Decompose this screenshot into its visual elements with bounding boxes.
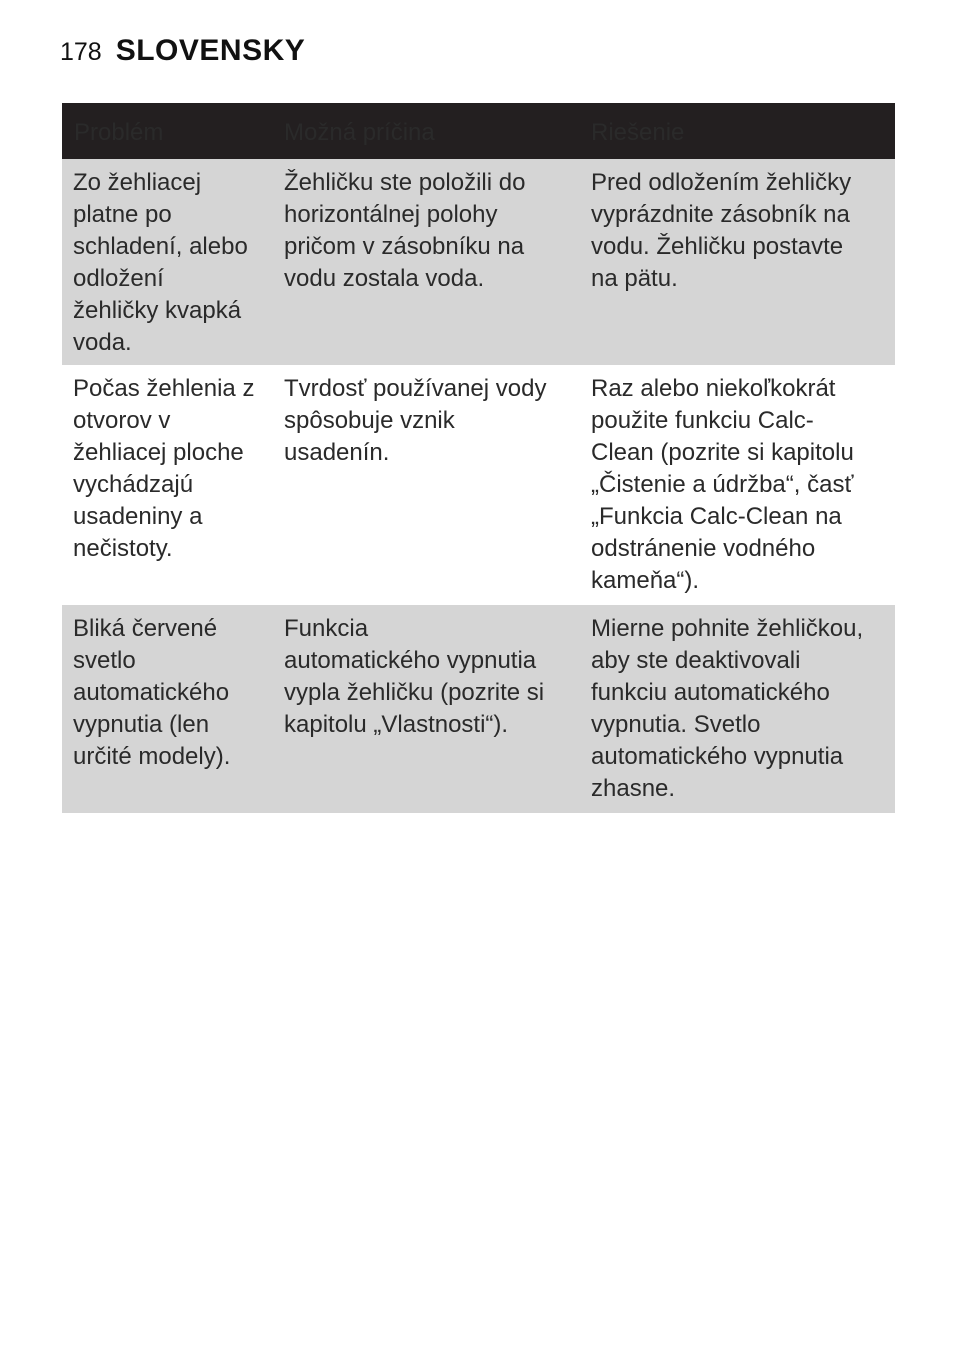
- solution-cell: Raz alebo niekoľkokrát použite funkciu Calc- Clean (pozrite si kapitolu „Čistenie a údržba“, časť „Funkcia Calc-Clean na odstránenie vodného kameňa“).: [591, 375, 854, 594]
- cause-cell: Žehličku ste položili do horizontálnej polohy pričom v zásobníku na vodu zostala voda.: [284, 169, 526, 292]
- problem-cell: Bliká červené svetlo automatického vypnutia (len určité modely).: [73, 615, 231, 770]
- cause-cell: Funkcia automatického vypnutia vypla žehličku (pozrite si kapitolu „Vlastnosti“).: [284, 615, 545, 738]
- solution-cell: Mierne pohnite žehličkou, aby ste deaktivovali funkciu automatického vypnutia. Svetlo automatického vypnutia zhasne.: [591, 615, 864, 802]
- table-header-row: [62, 103, 895, 159]
- problem-cell: Zo žehliacej platne po schladení, alebo odložení žehličky kvapká voda.: [73, 169, 248, 356]
- solution-cell: Pred odložením žehličky vyprázdnite zásobník na vodu. Žehličku postavte na pätu.: [591, 169, 852, 292]
- cause-cell: Tvrdosť používanej vody spôsobuje vznik usadenín.: [284, 375, 547, 466]
- table-row: [62, 159, 895, 365]
- troubleshooting-table: [62, 103, 895, 813]
- page-header: [60, 34, 305, 68]
- page-number: 178: [60, 38, 102, 66]
- table-row: [62, 605, 895, 813]
- column-header-cause: Možná príčina: [284, 119, 435, 146]
- table-row: [62, 365, 895, 605]
- problem-cell: Počas žehlenia z otvorov v žehliacej ploche vychádzajú usadeniny a nečistoty.: [73, 375, 255, 562]
- column-header-problem: Problém: [74, 119, 164, 146]
- section-title: SLOVENSKY: [115, 34, 306, 67]
- column-header-solution: Riešenie: [591, 119, 685, 146]
